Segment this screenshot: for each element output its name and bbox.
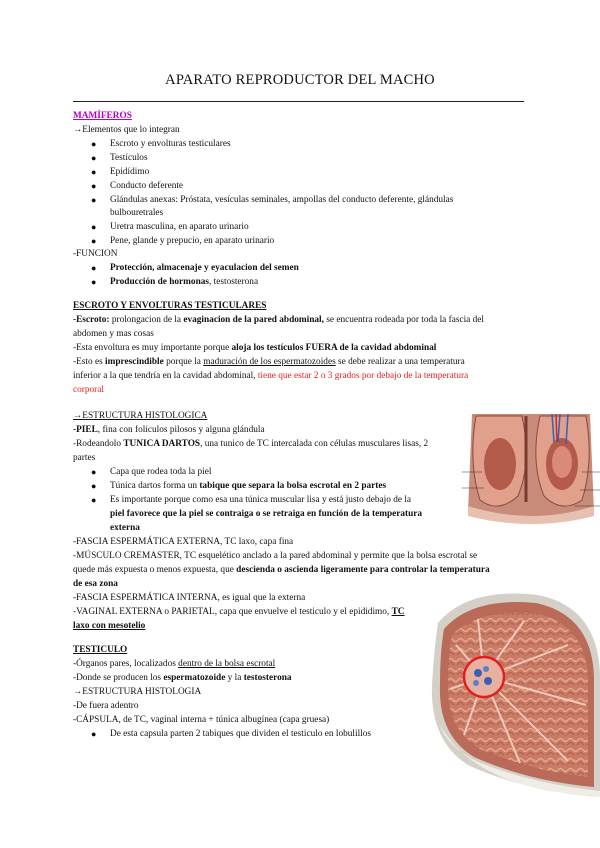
list-item <box>110 480 386 492</box>
bullet: ● <box>91 467 97 477</box>
paragraph-line: -De fuera adentro <box>73 701 139 711</box>
list-item: Epidídimo <box>110 167 150 177</box>
text-span: -PIEL <box>73 425 98 435</box>
paragraph-line <box>73 314 484 326</box>
text-span: Túnica dartos forma un <box>110 481 200 491</box>
paragraph-line: de esa zona <box>73 579 118 589</box>
text-span: tabique que separa la bolsa escrotal en 2 partes <box>199 481 387 491</box>
funcion-item: Protección, almacenaje y eyaculacion del semen <box>110 263 299 273</box>
paragraph-line: laxo con mesotelio <box>73 621 146 631</box>
list-item: Uretra masculina, en aparato urinario <box>110 222 249 232</box>
text-span: TC <box>391 607 405 617</box>
paragraph-line <box>73 438 428 450</box>
bullet: ● <box>91 481 97 491</box>
text-span: -FASCIA ESPERMÁTICA INTERNA <box>73 593 218 603</box>
list-item-continuation: externa <box>110 523 140 533</box>
paragraph-line <box>73 606 404 618</box>
text-span: se debe realizar a una temperatura <box>335 357 465 367</box>
text-span: , fina con folículos pilosos y alguna glándula <box>97 425 265 435</box>
paragraph-line <box>73 424 265 436</box>
text-span: -Rodeandolo <box>73 439 124 449</box>
section-heading-testiculo: TESTICULO <box>73 645 128 655</box>
text-span: , capa que envuelve el testiculo y el epididimo, <box>214 607 392 617</box>
paragraph-line: partes <box>73 453 96 463</box>
bullet: ● <box>91 222 97 232</box>
list-item-continuation: bulbouretrales <box>110 208 164 218</box>
text-span: imprescindible <box>105 357 164 367</box>
bullet: ● <box>91 139 97 149</box>
paragraph-line <box>73 592 305 604</box>
list-item: Conducto deferente <box>110 181 184 191</box>
text-span: -CÁPSULA <box>73 715 119 725</box>
paragraph-line <box>73 356 465 368</box>
funcion-item-rest: , testosterona <box>209 277 259 287</box>
text-span: dentro de la bolsa escrotal <box>178 659 276 669</box>
text-span: , de TC, vaginal interna + túnica albugínea (capa gruesa) <box>118 715 330 725</box>
text-span: inferior a la que tendría en la cavidad abdominal, <box>73 371 258 381</box>
paragraph-line <box>73 564 490 576</box>
bullet: ● <box>91 729 97 739</box>
paragraph-line: corporal <box>73 385 104 395</box>
text-span: descienda o ascienda ligeramente para controlar la temperatura <box>236 565 490 575</box>
list-item: De esta capsula parten 2 tabiques que dividen el testiculo en lobulillos <box>110 729 372 739</box>
text-span: prolongacion de la <box>109 315 184 325</box>
text-span: evaginacion de la pared abdominal, <box>183 315 324 325</box>
paragraph-line <box>73 342 436 354</box>
list-item: Glándulas anexas: Próstata, vesículas seminales, ampollas del conducto deferente, glándulas <box>110 195 454 205</box>
bullet: ● <box>91 153 97 163</box>
paragraph-line <box>73 658 275 670</box>
text-span: TUNICA DARTOS <box>123 439 201 449</box>
list-item: Capa que rodea toda la piel <box>110 467 212 477</box>
text-span: -Escroto: <box>73 315 110 325</box>
bullet: ● <box>91 263 97 273</box>
text-span: -MÚSCULO CREMASTER <box>73 551 180 561</box>
paragraph-line: →ESTRUCTURA HISTOLOGIA <box>73 687 202 697</box>
list-item: Pene, glande y prepucio, en aparato urinario <box>110 236 275 246</box>
text-span: porque la <box>163 357 204 367</box>
list-item-continuation: piel favorece que la piel se contraiga o se retraiga en función de la temperatura <box>110 509 423 519</box>
bullet: ● <box>91 236 97 246</box>
text-span: se encuentra rodeada por toda la fascia del <box>323 315 484 325</box>
list-item: Es importante porque como esa una túnica muscular lisa y está justo debajo de la <box>110 495 412 505</box>
paragraph-line <box>73 550 477 562</box>
text-span: espermatozoide <box>163 673 226 683</box>
funcion-label: -FUNCION <box>73 249 118 259</box>
funcion-item-bold: Producción de hormonas <box>110 277 210 287</box>
paragraph-line <box>73 672 292 684</box>
bullet: ● <box>91 167 97 177</box>
text-span: -Órganos pares, localizados <box>73 659 179 669</box>
funcion-item <box>110 276 258 288</box>
text-span: -Esta envoltura es muy importante porque <box>73 343 232 353</box>
paragraph-line <box>73 714 329 726</box>
scrotum-illustration <box>462 402 600 524</box>
section-heading-mamiferos: MAMÍFEROS <box>73 111 132 121</box>
bullet: ● <box>91 277 97 287</box>
text-span: testosterona <box>243 673 292 683</box>
paragraph-line: abdomen y mas cosas <box>73 329 154 339</box>
text-span: quede más expuesta o menos expuesta, que <box>73 565 237 575</box>
text-span: , una tunico de TC intercalada con células musculares lisas, 2 <box>200 439 429 449</box>
text-span: , es igual que la externa <box>217 593 306 603</box>
text-span: -VAGINAL EXTERNA o PARIETAL <box>73 607 215 617</box>
mamiferos-intro: →Elementos que lo integran <box>73 125 180 135</box>
title-divider <box>73 101 524 102</box>
section-heading-escroto: ESCROTO Y ENVOLTURAS TESTICULARES <box>73 301 267 311</box>
text-span: -Donde se producen los <box>73 673 164 683</box>
testis-illustration <box>428 585 600 797</box>
paragraph-line: -FASCIA ESPERMÁTICA EXTERNA, TC laxo, capa fina <box>73 537 294 547</box>
bullet: ● <box>91 495 97 505</box>
text-span: aloja los testículos FUERA de la cavidad abdominal <box>231 343 437 353</box>
text-span: y la <box>225 673 244 683</box>
bullet: ● <box>91 195 97 205</box>
page-title: APARATO REPRODUCTOR DEL MACHO <box>165 72 435 88</box>
text-span: maduración de los espermatozoides <box>203 357 336 367</box>
list-item: Escroto y envolturas testiculares <box>110 139 231 149</box>
paragraph-line <box>73 370 468 382</box>
text-span: , TC esquelético anclado a la pared abdominal y permite que la bolsa escrotal se <box>179 551 478 561</box>
text-span: -Esto es <box>73 357 106 367</box>
list-item: Testículos <box>110 153 148 163</box>
section-heading-estructura: →ESTRUCTURA HISTOLOGICA <box>73 411 208 421</box>
bullet: ● <box>91 181 97 191</box>
text-span-red: tiene que estar 2 o 3 grados por debajo de la temperatura <box>257 371 469 381</box>
